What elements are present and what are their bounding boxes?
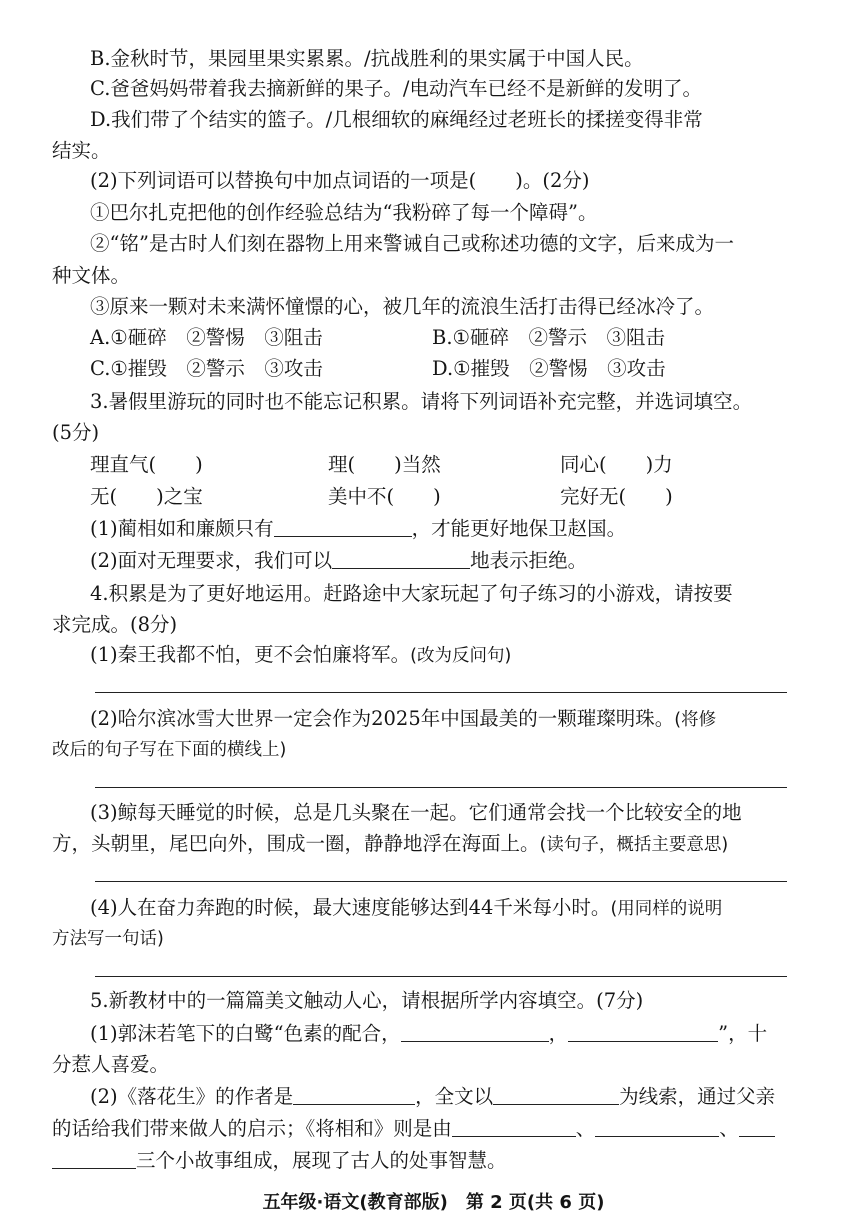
q3-fill-2 — [90, 548, 587, 574]
q5-item-1-suffix: ”，十 — [718, 1022, 768, 1045]
q2-2-option-d: D.①摧毁 ②警惕 ③攻击 — [432, 357, 666, 380]
q3-fill-2-prefix: (2)面对无理要求，我们可以 — [90, 549, 333, 572]
q5-item-2-mid: ，全文以 — [415, 1085, 494, 1108]
q2-2-option-c: C.①摧毁 ②警示 ③攻击 — [90, 357, 323, 380]
q4-item-1-text: (1)秦王我都不怕，更不会怕廉将军。 — [90, 643, 411, 666]
q5-item-1-line1 — [90, 1021, 767, 1047]
q4-item-3-text: 方，头朝里，尾巴向外，围成一圈，静静地浮在海面上。 — [52, 832, 540, 855]
q2-2-sentence-2-line2: 种文体。 — [52, 264, 131, 287]
q2-2-sentence-3: ③原来一颗对未来满怀憧憬的心，被几年的流浪生活打击得已经冰冷了。 — [90, 295, 715, 318]
q5-item-2-blank-4[interactable] — [595, 1116, 719, 1137]
q5-item-2-blank-5b[interactable] — [52, 1148, 136, 1169]
q5-item-2-suffix: 为线索，通过父亲 — [619, 1085, 776, 1108]
q2-2-sentence-2-line1: ②“铭”是古时人们刻在器物上用来警诫自己或称述功德的文字，后来成为一 — [90, 232, 734, 255]
q5-item-1-prefix: (1)郭沫若笔下的白鹭“色素的配合， — [90, 1022, 401, 1045]
q3-word-1: 理直气( ) — [90, 453, 203, 476]
q4-item-2-hint-a: (将修 — [674, 710, 717, 730]
q4-stem-line1: 4.积累是为了更好地运用。赶路途中大家玩起了句子练习的小游戏，请按要 — [90, 582, 733, 605]
q2-1-option-c: C.爸爸妈妈带着我去摘新鲜的果子。/电动汽车已经不是新鲜的发明了。 — [90, 77, 702, 100]
q3-word-5: 美中不( ) — [328, 485, 441, 508]
q3-word-4: 无( )之宝 — [90, 485, 203, 508]
q4-item-4-hint-b: 方法写一句话) — [52, 929, 164, 949]
q5-item-2-blank-2[interactable] — [493, 1084, 619, 1105]
q4-item-3-line1: (3)鲸每天睡觉的时候，总是几头聚在一起。它们通常会找一个比较安全的地 — [90, 801, 742, 824]
q3-fill-1-suffix: ，才能更好地保卫赵国。 — [411, 517, 627, 540]
q4-item-4-line1 — [90, 895, 722, 922]
q5-item-2-text: 的话给我们带来做人的启示；《将相和》则是由 — [52, 1117, 452, 1140]
q5-item-2-comma-2: 、 — [719, 1117, 739, 1140]
q4-item-3-line2 — [52, 831, 728, 858]
q5-item-2-prefix: (2)《落花生》的作者是 — [90, 1085, 294, 1108]
q4-answer-line-2[interactable] — [95, 787, 787, 788]
q3-fill-1 — [90, 516, 626, 542]
q2-2-stem: (2)下列词语可以替换句中加点词语的一项是( )。(2分) — [90, 169, 590, 192]
q5-item-1-blank-1[interactable] — [401, 1021, 549, 1042]
q3-stem-line1: 3.暑假里游玩的同时也不能忘记积累。请将下列词语补充完整，并选词填空。 — [90, 390, 753, 413]
q4-item-2-hint-b: 改后的句子写在下面的横线上) — [52, 740, 287, 760]
q4-answer-line-4[interactable] — [95, 976, 787, 977]
q5-item-2-blank-1[interactable] — [293, 1084, 415, 1105]
q4-answer-line-1[interactable] — [95, 692, 787, 693]
q2-1-option-d-line2: 结实。 — [52, 139, 111, 162]
q3-fill-1-blank[interactable] — [274, 516, 412, 537]
q4-item-4-hint-a: (用同样的说明 — [610, 899, 723, 919]
q5-item-2-line3 — [52, 1148, 507, 1174]
q3-word-2: 理( )当然 — [328, 453, 441, 476]
q3-fill-2-suffix: 地表示拒绝。 — [470, 549, 588, 572]
page-footer: 五年级·语文(教育部版) 第 2 页(共 6 页) — [262, 1192, 605, 1213]
q3-fill-1-prefix: (1)蔺相如和廉颇只有 — [90, 517, 274, 540]
q2-2-option-b: B.①砸碎 ②警示 ③阻击 — [432, 326, 666, 349]
q5-item-1-sep: ， — [548, 1022, 569, 1045]
q4-item-1-hint: (改为反问句) — [410, 646, 512, 666]
q2-2-sentence-1: ①巴尔扎克把他的创作经验总结为“我粉碎了每一个障碍”。 — [90, 201, 598, 224]
q4-item-2-text: (2)哈尔滨冰雪大世界一定会作为2025年中国最美的一颗璀璨明珠。 — [90, 707, 675, 730]
q5-item-2-tail: 三个小故事组成，展现了古人的处事智慧。 — [136, 1149, 507, 1172]
q4-item-1 — [90, 642, 511, 669]
q4-stem-line2: 求完成。(8分) — [52, 613, 178, 636]
q3-word-6: 完好无( ) — [560, 485, 673, 508]
q5-item-2-blank-3[interactable] — [452, 1116, 576, 1137]
q2-1-option-b: B.金秋时节，果园里果实累累。/抗战胜利的果实属于中国人民。 — [90, 47, 644, 70]
q3-fill-2-blank[interactable] — [332, 548, 470, 569]
q4-answer-line-3[interactable] — [95, 881, 787, 882]
q3-stem-line2: (5分) — [52, 421, 100, 444]
q2-2-option-a: A.①砸碎 ②警惕 ③阻击 — [90, 326, 323, 349]
q3-word-3: 同心( )力 — [560, 453, 673, 476]
q5-item-2-comma-1: 、 — [575, 1117, 596, 1140]
q4-item-2-line1 — [90, 706, 716, 733]
q5-item-2-line1 — [90, 1084, 775, 1110]
q4-item-3-hint: (读句子，概括主要意思) — [539, 835, 729, 855]
q2-1-option-d-line1: D.我们带了个结实的篮子。/几根细软的麻绳经过老班长的揉搓变得非常 — [90, 108, 703, 131]
q5-item-2-line2 — [52, 1116, 775, 1142]
q5-item-1-line2: 分惹人喜爱。 — [52, 1053, 170, 1076]
q5-item-1-blank-2[interactable] — [568, 1021, 718, 1042]
q5-stem: 5.新教材中的一篇篇美文触动人心，请根据所学内容填空。(7分) — [90, 989, 644, 1012]
q5-item-2-blank-5a[interactable] — [739, 1116, 775, 1137]
q4-item-4-text: (4)人在奋力奔跑的时候，最大速度能够达到44千米每小时。 — [90, 896, 611, 919]
